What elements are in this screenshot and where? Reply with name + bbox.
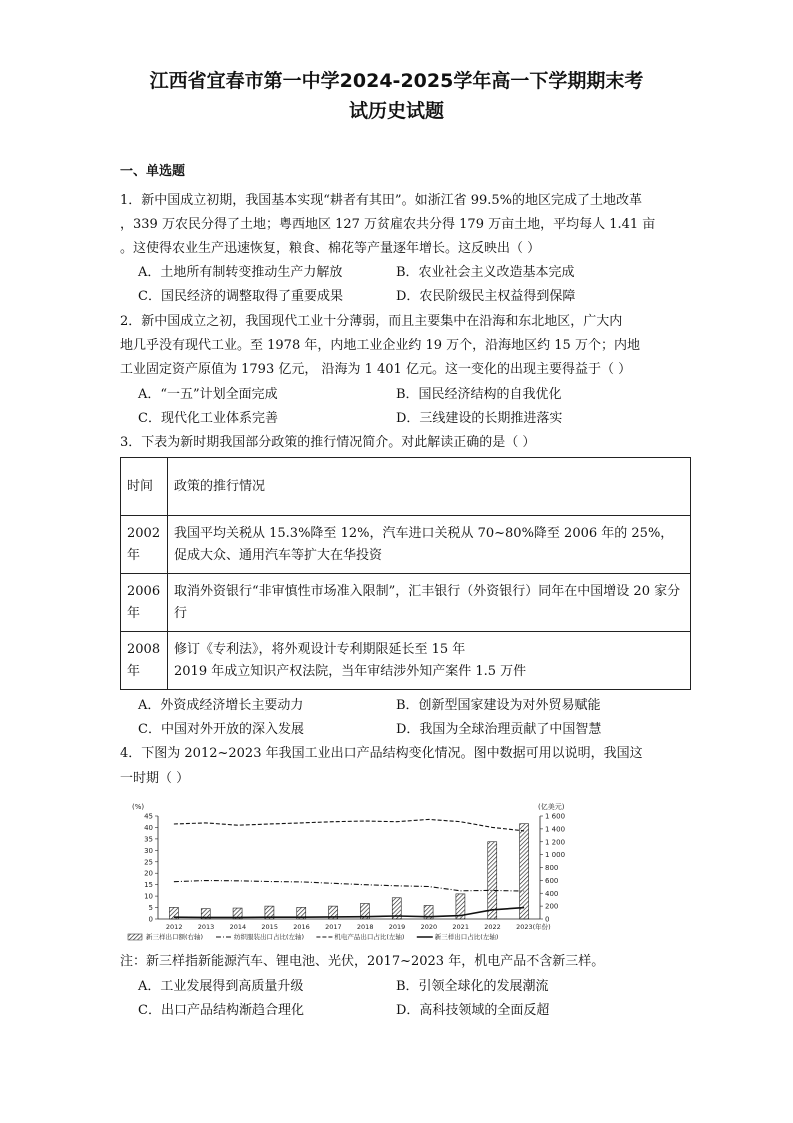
left-tick-label: 40	[144, 823, 153, 832]
left-tick-label: 30	[144, 846, 153, 855]
left-tick-label: 0	[148, 915, 153, 924]
q4-stem-line-2: 一时期（ ）	[120, 771, 190, 786]
table-row	[121, 574, 691, 632]
legend-label: 机电产品出口占比(左轴)	[334, 933, 405, 941]
right-tick-label: 1 400	[545, 825, 566, 834]
left-tick-label: 15	[144, 881, 153, 890]
table-row	[121, 516, 691, 574]
x-tick-label: 2015	[261, 923, 278, 931]
series-line	[174, 908, 524, 918]
x-tick-label: 2021	[452, 923, 469, 931]
legend-label: 新三样出口占比(左轴)	[434, 933, 499, 941]
legend-label: 新三样出口额(右轴)	[146, 933, 204, 941]
table-header-policy: 政策的推行情况	[168, 458, 691, 516]
table-cell-policy: 取消外资银行“非审慎性市场准入限制”，汇丰银行（外资银行）同年在中国增设 20 家分行	[168, 574, 691, 632]
x-tick-label: 2013	[197, 923, 215, 931]
right-tick-label: 200	[545, 902, 559, 911]
q4-option-d[interactable]: D．高科技领域的全面反超	[396, 1003, 550, 1018]
section-heading: 一、单选题	[120, 164, 186, 179]
right-tick-label: 400	[545, 889, 559, 898]
x-tick-label: 2023(年份)	[516, 923, 551, 931]
q3-option-c[interactable]: C．中国对外开放的深入发展	[138, 722, 304, 737]
q2-stem-line-3: 工业固定资产原值为 1793 亿元， 沿海为 1 401 亿元。这一变化的出现主要得益于（ ）	[120, 362, 632, 377]
q4-stem-line-1: 4．下图为 2012~2023 年我国工业出口产品结构变化情况。图中数据可用以说明，我国这	[120, 746, 643, 761]
q4-option-c[interactable]: C．出口产品结构渐趋合理化	[138, 1003, 304, 1018]
q2-stem-line-1: 2．新中国成立之初，我国现代工业十分薄弱，而且主要集中在沿海和东北地区，广大内	[120, 314, 623, 329]
left-tick-label: 10	[144, 892, 153, 901]
right-tick-label: 1 000	[545, 851, 566, 860]
q3-stem: 3．下表为新时期我国部分政策的推行情况简介。对此解读正确的是（ ）	[120, 435, 536, 450]
x-tick-label: 2014	[229, 923, 247, 931]
q2-option-b[interactable]: B．国民经济结构的自我优化	[396, 387, 562, 402]
right-tick-label: 0	[545, 915, 550, 924]
q4-note: 注：新三样指新能源汽车、锂电池、光伏，2017~2023 年，机电产品不含新三样。	[120, 954, 605, 969]
x-tick-label: 2017	[325, 923, 342, 931]
left-tick-label: 35	[144, 835, 153, 844]
bar-new-three-export	[520, 824, 529, 919]
x-tick-label: 2022	[484, 923, 501, 931]
q2-option-d[interactable]: D．三线建设的长期推进落实	[396, 411, 563, 426]
x-tick-label: 2020	[420, 923, 438, 931]
table-cell-policy: 我国平均关税从 15.3%降至 12%，汽车进口关税从 70~80%降至 2006 年的 25%，促成大众、通用汽车等扩大在华投资	[168, 516, 691, 574]
legend-swatch	[128, 934, 142, 940]
title-line-1: 江西省宜春市第一中学2024-2025学年高一下学期期末考	[149, 70, 644, 92]
q1-option-d[interactable]: D．农民阶级民主权益得到保障	[396, 289, 576, 304]
q1-stem-line-1: 1．新中国成立初期，我国基本实现“耕者有其田”。如浙江省 99.5%的地区完成了土地改革	[120, 193, 642, 208]
q4-option-b[interactable]: B．引领全球化的发展潮流	[396, 979, 549, 994]
table-header-row	[121, 458, 691, 516]
q4-option-a[interactable]: A．工业发展得到高质量升级	[138, 979, 304, 994]
x-tick-label: 2012	[165, 923, 183, 931]
left-tick-label: 45	[144, 812, 153, 821]
x-tick-label: 2018	[356, 923, 374, 931]
right-tick-label: 1 600	[545, 812, 566, 821]
policy-table	[120, 457, 691, 690]
chart-svg	[120, 800, 610, 950]
series-line	[174, 881, 524, 892]
table-cell-year: 2008年	[121, 632, 168, 690]
right-axis-label: (亿美元)	[538, 803, 565, 811]
legend-label: 纺织服装出口占比(左轴)	[234, 933, 305, 941]
x-tick-label: 2016	[293, 923, 310, 931]
q2-option-c[interactable]: C．现代化工业体系完善	[138, 411, 278, 426]
table-cell-policy: 修订《专利法》，将外观设计专利期限延长至 15 年 2019 年成立知识产权法院，当年审结涉外知产案件 1.5 万件	[168, 632, 691, 690]
x-tick-label: 2019	[388, 923, 406, 931]
table-row	[121, 632, 691, 690]
series-line	[174, 819, 524, 831]
q1-option-c[interactable]: C．国民经济的调整取得了重要成果	[138, 289, 343, 304]
export-structure-chart	[120, 800, 610, 950]
q1-stem-line-2: ，339 万农民分得了土地；粤西地区 127 万贫雇农共分得 179 万亩土地，平均每人 1.41 亩	[120, 217, 656, 232]
bar-new-three-export	[488, 842, 497, 919]
left-tick-label: 20	[144, 869, 153, 878]
left-tick-label: 25	[144, 858, 153, 867]
q2-option-a[interactable]: A．“一五”计划全面完成	[138, 387, 278, 402]
q3-option-b[interactable]: B．创新型国家建设为对外贸易赋能	[396, 698, 601, 713]
q3-option-d[interactable]: D．我国为全球治理贡献了中国智慧	[396, 722, 602, 737]
table-cell-year: 2002年	[121, 516, 168, 574]
title-line-2: 试历史试题	[348, 100, 444, 122]
q3-option-a[interactable]: A．外资成经济增长主要动力	[138, 698, 304, 713]
right-tick-label: 600	[545, 876, 559, 885]
q1-option-a[interactable]: A．土地所有制转变推动生产力解放	[138, 265, 343, 280]
left-tick-label: 5	[148, 904, 153, 913]
q2-stem-line-2: 地几乎没有现代工业。至 1978 年，内地工业企业约 19 万个，沿海地区约 15 万个；内地	[120, 338, 640, 353]
left-axis-label: (%)	[132, 803, 145, 811]
q1-option-b[interactable]: B．农业社会主义改造基本完成	[396, 265, 575, 280]
right-tick-label: 1 200	[545, 838, 566, 847]
table-cell-year: 2006年	[121, 574, 168, 632]
table-header-time: 时间	[121, 458, 168, 516]
right-tick-label: 800	[545, 864, 559, 872]
q1-stem-line-3: 。这使得农业生产迅速恢复，粮食、棉花等产量逐年增长。这反映出（ ）	[120, 241, 541, 256]
